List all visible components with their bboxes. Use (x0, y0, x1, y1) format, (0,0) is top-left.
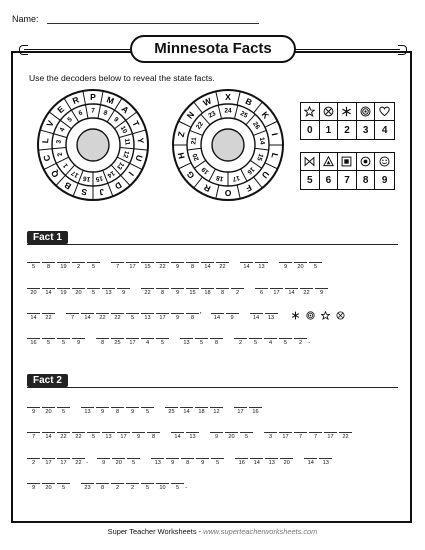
key-symbol-cell (357, 103, 376, 121)
letter-blank[interactable]: 14 (81, 313, 94, 323)
key-symbol-cell (301, 153, 320, 171)
letter-blank[interactable]: 13 (81, 407, 94, 417)
puzzle-word (165, 407, 225, 417)
wheel-number: 6 (77, 109, 84, 118)
letter-blank[interactable]: 17 (270, 288, 283, 298)
symbol-clue (304, 311, 317, 323)
key-symbol-cell (301, 103, 320, 121)
letter-blank[interactable]: 22 (216, 262, 229, 272)
letter-blank[interactable]: 13 (151, 458, 164, 468)
square-in-square-icon (341, 156, 352, 167)
letter-blank[interactable]: 7 (27, 432, 40, 442)
letter-blank[interactable]: 7 (66, 313, 79, 323)
letter-blank[interactable]: 9 (279, 262, 292, 272)
wheel-letter: S (80, 186, 88, 198)
letter-blank[interactable]: 7 (294, 432, 307, 442)
letter-blank[interactable]: 2 (27, 458, 40, 468)
puzzle-word (180, 338, 225, 348)
letter-blank[interactable]: 5 (279, 338, 292, 348)
letter-blank[interactable]: 22 (42, 313, 55, 323)
letter-blank[interactable]: 5 (57, 483, 70, 493)
wheel-letter: X (225, 92, 231, 102)
letter-blank[interactable]: 23 (81, 483, 94, 493)
key-number-cell: 0 (301, 121, 320, 139)
letter-blank[interactable]: 5 (240, 432, 253, 442)
puzzle-word (27, 313, 57, 323)
asterisk-icon (341, 106, 352, 117)
key-symbol-cell (375, 103, 394, 121)
puzzle-word (111, 262, 231, 272)
letter-blank[interactable]: 14 (42, 432, 55, 442)
puzzle-word (279, 262, 324, 272)
letter-blank[interactable]: 5 (195, 338, 208, 348)
letter-blank[interactable]: 14 (304, 458, 317, 468)
letter-blank[interactable]: 4 (264, 338, 277, 348)
puzzle-word (96, 338, 171, 348)
wheel-letter: C (41, 153, 53, 163)
footer (0, 527, 425, 536)
wheel-letter: L (39, 137, 51, 144)
fact-1-header: Fact 1 (27, 231, 68, 244)
punctuation: . (308, 336, 311, 345)
puzzle-word (304, 458, 334, 468)
letter-blank[interactable]: 5 (57, 338, 70, 348)
wheel-number: 13 (115, 160, 126, 171)
wheel-number: 11 (123, 138, 131, 146)
key-symbol-cell (320, 153, 339, 171)
letter-blank[interactable]: 2 (126, 483, 139, 493)
letter-blank[interactable]: 25 (165, 407, 178, 417)
letter-blank[interactable]: 13 (186, 432, 199, 442)
letter-blank[interactable]: 9 (97, 458, 110, 468)
footer-prefix: Super Teacher Worksheets - (107, 527, 204, 536)
letter-blank[interactable]: 9 (171, 288, 184, 298)
letter-blank[interactable]: 8 (111, 407, 124, 417)
letter-blank[interactable]: 5 (57, 407, 70, 417)
letter-blank[interactable]: 7 (111, 262, 124, 272)
letter-blank[interactable]: 5 (171, 483, 184, 493)
letter-blank[interactable]: 16 (235, 458, 248, 468)
key-number-cell: 9 (381, 174, 388, 186)
wheel-letter: H (175, 151, 187, 160)
wheel-number: 23 (207, 110, 218, 120)
wheel-letter: R (202, 182, 213, 195)
puzzle-word (151, 458, 226, 468)
puzzle-line (27, 407, 273, 417)
letter-blank[interactable]: 3 (264, 432, 277, 442)
letter-blank[interactable]: 13 (319, 458, 332, 468)
letter-blank[interactable]: 13 (102, 432, 115, 442)
letter-blank[interactable]: 18 (201, 288, 214, 298)
decoder-wheel-2 (172, 89, 284, 201)
letter-blank[interactable]: 14 (42, 288, 55, 298)
letter-blank[interactable]: 5 (87, 432, 100, 442)
symbol-key-grid-1 (300, 102, 395, 140)
key-symbol-cell (375, 153, 394, 171)
key-number-cell: 4 (381, 124, 388, 136)
wheel-number: 14 (105, 169, 116, 179)
wheel-letter: N (184, 109, 197, 121)
wheel-number: 8 (102, 109, 109, 118)
letter-blank[interactable]: 17 (279, 432, 292, 442)
key-symbol-cell (320, 103, 339, 121)
wheel-number: 5 (66, 116, 74, 124)
wheel-letter: Q (48, 168, 61, 180)
letter-blank[interactable]: 9 (27, 407, 40, 417)
wheel-number: 16 (82, 174, 91, 183)
name-line[interactable] (47, 23, 259, 24)
letter-blank[interactable]: 9 (132, 432, 145, 442)
wheel-number: 14 (257, 136, 266, 145)
puzzle-word (255, 288, 330, 298)
wheel-letter: O (224, 188, 232, 198)
letter-blank[interactable]: 18 (195, 407, 208, 417)
star-icon (321, 311, 330, 320)
wheel-number: 9 (112, 116, 120, 124)
letter-blank[interactable]: 22 (72, 432, 85, 442)
puzzle-line (27, 262, 333, 272)
key-number-cell: 5 (301, 171, 320, 189)
key-number-cell: 1 (320, 121, 339, 139)
circle-x-icon (336, 311, 345, 320)
letter-blank[interactable]: 14 (250, 458, 263, 468)
wheel-letter: A (119, 103, 131, 116)
letter-blank[interactable]: 2 (234, 338, 247, 348)
wheel-number: 24 (224, 107, 232, 115)
wheel-letter: G (184, 169, 197, 181)
wheel-letter: D (113, 179, 124, 192)
symbol-clue (319, 311, 332, 323)
letter-blank[interactable]: 17 (117, 432, 130, 442)
letter-blank[interactable]: 19 (57, 262, 70, 272)
wheel-letter: P (90, 92, 96, 102)
letter-blank[interactable]: 14 (250, 313, 263, 323)
puzzle-word (234, 407, 264, 417)
wheel-letter: J (98, 186, 106, 198)
letter-blank[interactable]: 9 (96, 407, 109, 417)
letter-blank[interactable]: 25 (111, 338, 124, 348)
letter-blank[interactable]: 9 (171, 313, 184, 323)
decoder-wheel-1 (37, 89, 149, 201)
letter-blank[interactable]: 16 (249, 407, 262, 417)
wheel-letter: V (44, 118, 56, 129)
wheel-number: 2 (56, 151, 65, 158)
puzzle-word (27, 458, 88, 468)
letter-blank[interactable]: 14 (171, 432, 184, 442)
wheel-number: 15 (255, 152, 265, 162)
wheel-letter: Y (135, 137, 147, 144)
letter-blank[interactable]: 5 (141, 407, 154, 417)
punctuation: . (185, 481, 188, 490)
triangle-in-triangle-icon (323, 156, 334, 167)
letter-blank[interactable]: 14 (285, 288, 298, 298)
puzzle-word (27, 432, 162, 442)
letter-blank[interactable]: 5 (42, 338, 55, 348)
letter-blank[interactable]: 6 (255, 288, 268, 298)
letter-blank[interactable]: 9 (171, 262, 184, 272)
letter-blank[interactable]: 22 (111, 313, 124, 323)
letter-blank[interactable]: 8 (42, 262, 55, 272)
wheel-number: 18 (215, 173, 225, 183)
puzzle-line (27, 458, 343, 468)
wheel-number: 10 (118, 125, 129, 135)
letter-blank[interactable]: 5 (249, 338, 262, 348)
letter-blank[interactable]: 14 (240, 262, 253, 272)
letter-blank[interactable]: 17 (156, 313, 169, 323)
letter-blank[interactable]: 2 (231, 288, 244, 298)
letter-blank[interactable]: 8 (210, 338, 223, 348)
letter-blank[interactable]: 5 (211, 458, 224, 468)
puzzle-word (211, 313, 241, 323)
letter-blank[interactable]: 22 (156, 262, 169, 272)
letter-blank[interactable]: 8 (96, 483, 109, 493)
letter-blank[interactable]: 15 (141, 262, 154, 272)
letter-blank[interactable]: 13 (265, 458, 278, 468)
wheel-number: 25 (238, 110, 249, 120)
wheel-letter: U (259, 169, 272, 181)
puzzle-word (240, 262, 270, 272)
letter-blank[interactable]: 5 (126, 313, 139, 323)
symbol-key-grid-2 (300, 152, 395, 190)
letter-blank[interactable]: 8 (96, 338, 109, 348)
circle-x-icon (323, 106, 334, 117)
fact-1-rule (27, 244, 398, 245)
wheel-number: 17 (70, 169, 81, 179)
letter-blank[interactable]: 9 (117, 288, 130, 298)
wheel-number: 1 (61, 161, 70, 170)
puzzle-word (97, 458, 142, 468)
puzzle-line (27, 338, 319, 348)
letter-blank[interactable]: 20 (112, 458, 125, 468)
puzzle-word (27, 262, 102, 272)
letter-blank[interactable]: 17 (126, 262, 139, 272)
spiral-icon (306, 311, 315, 320)
page-title: Minnesota Facts (130, 35, 296, 63)
wheel-letter: K (259, 109, 272, 121)
wheel-letter: I (269, 132, 280, 137)
punctuation: . (86, 456, 89, 465)
letter-blank[interactable]: 20 (27, 288, 40, 298)
wheel-letter: Z (175, 130, 187, 138)
wheel-letter: L (269, 152, 281, 160)
asterisk-icon (291, 311, 300, 320)
puzzle-word (27, 483, 72, 493)
letter-blank[interactable]: 13 (265, 313, 278, 323)
letter-blank[interactable]: 20 (280, 458, 293, 468)
puzzle-word (81, 407, 156, 417)
letter-blank[interactable]: 4 (141, 338, 154, 348)
letter-blank[interactable]: 15 (186, 288, 199, 298)
letter-blank[interactable]: 9 (72, 338, 85, 348)
puzzle-word (141, 288, 246, 298)
wheel-letter: F (244, 182, 254, 194)
wheel-number: 12 (121, 149, 131, 159)
wheel-letter: W (201, 95, 213, 109)
puzzle-word (27, 407, 72, 417)
key-symbol-cell (357, 153, 376, 171)
puzzle-line (27, 483, 196, 493)
wheel-letter: R (70, 94, 81, 107)
fact-2-header: Fact 2 (27, 374, 68, 387)
letter-blank[interactable]: 22 (72, 458, 85, 468)
puzzle-line (27, 288, 339, 298)
letter-blank[interactable]: 8 (156, 288, 169, 298)
letter-blank[interactable]: 9 (196, 458, 209, 468)
wheel-number: 20 (191, 152, 201, 162)
key-number-cell: 3 (357, 121, 376, 139)
letter-blank[interactable]: 5 (141, 483, 154, 493)
wheel-number: 15 (95, 174, 104, 183)
puzzle-word (250, 313, 280, 323)
letter-blank[interactable]: 13 (255, 262, 268, 272)
instructions: Use the decoders below to reveal the state facts. (29, 73, 215, 83)
letter-blank[interactable]: 14 (211, 313, 224, 323)
letter-blank[interactable]: 22 (57, 432, 70, 442)
wheel-letter: B (243, 95, 254, 108)
letter-blank[interactable]: 14 (180, 407, 193, 417)
wheel-number: 26 (251, 120, 261, 131)
puzzle-word (210, 432, 255, 442)
wheel-number: 4 (58, 126, 67, 134)
letter-blank[interactable]: 17 (42, 458, 55, 468)
star-icon (304, 106, 315, 117)
letter-blank[interactable]: 17 (324, 432, 337, 442)
letter-blank[interactable]: 5 (127, 458, 140, 468)
key-symbol-cell (338, 153, 357, 171)
letter-blank[interactable]: 22 (300, 288, 313, 298)
letter-blank[interactable]: 5 (309, 262, 322, 272)
letter-blank[interactable]: 8 (147, 432, 160, 442)
title-ornament-right (398, 45, 407, 55)
wheel-number: 22 (195, 120, 205, 131)
letter-blank[interactable]: 9 (166, 458, 179, 468)
letter-blank[interactable]: 17 (126, 338, 139, 348)
letter-blank[interactable]: 20 (225, 432, 238, 442)
wheel-number: 17 (231, 173, 241, 183)
letter-blank[interactable]: 5 (27, 262, 40, 272)
letter-blank[interactable]: 2 (72, 262, 85, 272)
puzzle-word (27, 288, 132, 298)
letter-blank[interactable]: 10 (156, 483, 169, 493)
letter-blank[interactable]: 8 (181, 458, 194, 468)
puzzle-word (235, 458, 295, 468)
bowtie-icon (304, 156, 315, 167)
letter-blank[interactable]: 9 (126, 407, 139, 417)
title-rule-right (296, 49, 400, 50)
wheel-letter: T (130, 119, 142, 129)
letter-blank[interactable]: 19 (57, 288, 70, 298)
wheel-number: 3 (55, 139, 63, 144)
letter-blank[interactable]: 7 (309, 432, 322, 442)
key-number-cell: 8 (357, 171, 376, 189)
wheel-number: 21 (190, 136, 199, 145)
puzzle-line (27, 432, 363, 442)
title-rule-left (24, 49, 130, 50)
key-number-cell: 6 (320, 171, 339, 189)
wheel-letter: E (55, 103, 67, 116)
symbol-clue (334, 311, 347, 323)
puzzle-word (234, 338, 310, 348)
puzzle-word (81, 483, 187, 493)
letter-blank[interactable]: 20 (72, 288, 85, 298)
letter-blank[interactable]: 5 (156, 338, 169, 348)
letter-blank[interactable]: 9 (27, 483, 40, 493)
fact-2-rule (27, 387, 398, 388)
wheel-letter: I (126, 169, 137, 178)
letter-blank[interactable]: 13 (102, 288, 115, 298)
puzzle-word (289, 311, 349, 323)
key-number-cell: 2 (338, 121, 357, 139)
footer-link[interactable]: www.superteacherworksheets.com (203, 527, 318, 536)
punctuation: ' (200, 311, 202, 320)
symbol-clue (289, 311, 302, 323)
letter-blank[interactable]: 9 (226, 313, 239, 323)
letter-blank[interactable]: 2 (294, 338, 307, 348)
letter-blank[interactable]: 20 (42, 407, 55, 417)
letter-blank[interactable]: 16 (27, 338, 40, 348)
key-symbol-cell (338, 103, 357, 121)
letter-blank[interactable]: 14 (27, 313, 40, 323)
wheel-number: 16 (245, 165, 256, 176)
letter-blank[interactable]: 5 (87, 262, 100, 272)
letter-blank[interactable]: 17 (57, 458, 70, 468)
letter-blank[interactable]: 2 (111, 483, 124, 493)
heart-icon (379, 106, 390, 117)
wheel-letter: B (62, 179, 73, 192)
letter-blank[interactable]: 20 (42, 483, 55, 493)
letter-blank[interactable]: 13 (141, 313, 154, 323)
puzzle-word (66, 313, 202, 323)
puzzle-word (264, 432, 354, 442)
letter-blank[interactable]: 8 (186, 262, 199, 272)
key-number-cell: 7 (338, 171, 357, 189)
letter-blank[interactable]: 8 (186, 313, 199, 323)
title-ornament-left (19, 45, 28, 55)
spiral-icon (360, 106, 371, 117)
letter-blank[interactable]: 22 (339, 432, 352, 442)
letter-blank[interactable]: 20 (294, 262, 307, 272)
letter-blank[interactable]: 9 (315, 288, 328, 298)
wheel-number: 19 (200, 165, 211, 176)
name-label: Name: (12, 14, 39, 24)
letter-blank[interactable]: 9 (210, 432, 223, 442)
puzzle-line (27, 311, 358, 323)
wheel-letter: M (105, 94, 116, 107)
puzzle-word (27, 338, 87, 348)
letter-blank[interactable]: 22 (141, 288, 154, 298)
puzzle-word (171, 432, 201, 442)
smiley-icon (379, 156, 390, 167)
letter-blank[interactable]: 14 (201, 262, 214, 272)
letter-blank[interactable]: 8 (216, 288, 229, 298)
wheel-letter: U (133, 153, 145, 163)
letter-blank[interactable]: 12 (210, 407, 223, 417)
letter-blank[interactable]: 17 (234, 407, 247, 417)
letter-blank[interactable]: 5 (87, 288, 100, 298)
letter-blank[interactable]: 13 (180, 338, 193, 348)
letter-blank[interactable]: 22 (96, 313, 109, 323)
wheel-number: 7 (91, 107, 95, 115)
circle-dot-icon (360, 156, 371, 167)
